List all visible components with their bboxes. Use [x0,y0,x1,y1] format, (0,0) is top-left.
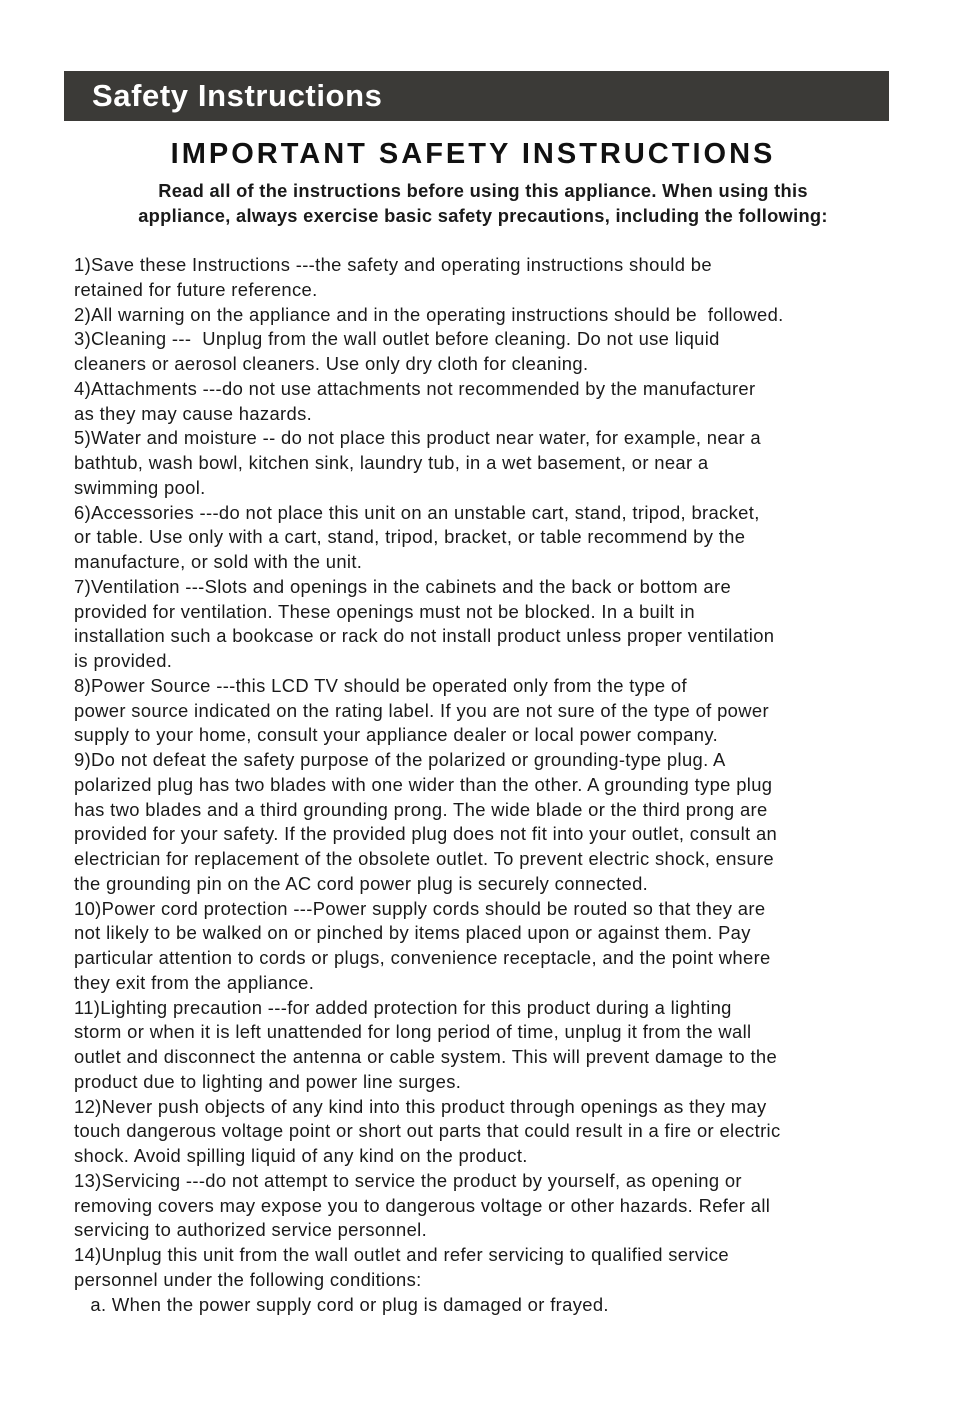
instructions-list [74,253,914,1317]
instruction-line: product due to lighting and power line surges. [74,1070,462,1092]
instruction-line: provided for ventilation. These openings must not be blocked. In a built in [74,600,695,622]
instruction-line: polarized plug has two blades with one wider than the other. A grounding type plug [74,773,773,795]
instruction-line: not likely to be walked on or pinched by items placed upon or against them. Pay [74,922,751,944]
page-heading: IMPORTANT SAFETY INSTRUCTIONS [170,138,776,170]
section-header-bar [64,71,889,121]
instruction-line: as they may cause hazards. [74,402,313,424]
intro-line: Read all of the instructions before using this appliance. When using this [158,180,808,201]
instruction-line: 4)Attachments ---do not use attachments not recommended by the manufacturer [74,377,756,399]
instruction-line: swimming pool. [74,476,206,498]
instruction-line: 13)Servicing ---do not attempt to service the product by yourself, as opening or [74,1169,742,1191]
instruction-line: electrician for replacement of the obsolete outlet. To prevent electric shock, ensure [74,848,775,869]
instruction-line: cleaners or aerosol cleaners. Use only dry cloth for cleaning. [74,353,589,374]
instruction-line: 2)All warning on the appliance and in the operating instructions should be followed. [74,303,784,325]
instruction-line: servicing to authorized service personnel. [74,1219,428,1241]
instruction-line: 6)Accessories ---do not place this unit on an unstable cart, stand, tripod, bracket, [74,501,760,523]
instruction-line: 5)Water and moisture -- do not place this product near water, for example, near a [74,427,761,449]
instruction-line: has two blades and a third grounding prong. The wide blade or the third prong are [74,798,768,820]
instruction-line: particular attention to cords or plugs, convenience receptacle, and the point where [74,947,771,968]
instruction-line: they exit from the appliance. [74,971,315,993]
instruction-line: 3)Cleaning --- Unplug from the wall outlet before cleaning. Do not use liquid [74,328,720,350]
intro-paragraph [60,178,906,228]
instruction-line: 10)Power cord protection ---Power supply cords should be routed so that they are [74,897,766,919]
instruction-line: 12)Never push objects of any kind into this product through openings as they may [74,1095,767,1117]
instruction-line: 11)Lighting precaution ---for added protection for this product during a lighting [74,996,732,1018]
instruction-line: storm or when it is left unattended for long period of time, unplug it from the wall [74,1021,752,1043]
section-title: Safety Instructions [92,78,383,113]
intro-line: appliance, always exercise basic safety precautions, including the following: [138,205,828,226]
instruction-line: manufacture, or sold with the unit. [74,551,363,572]
instruction-line: the grounding pin on the AC cord power plug is securely connected. [74,872,649,894]
instruction-line: touch dangerous voltage point or short out parts that could result in a fire or electric [74,1120,781,1142]
instruction-line: installation such a bookcase or rack do not install product unless proper ventilation [74,625,775,647]
instruction-line: supply to your home, consult your appliance dealer or local power company. [74,724,719,746]
instruction-line: shock. Avoid spilling liquid of any kind on the product. [74,1145,528,1166]
instruction-line: 9)Do not defeat the safety purpose of the polarized or grounding-type plug. A [74,749,726,770]
instruction-line: is provided. [74,650,173,671]
instruction-line: power source indicated on the rating label. If you are not sure of the type of power [74,699,769,721]
instruction-line: or table. Use only with a cart, stand, tripod, bracket, or table recommend by the [74,526,746,548]
instruction-line: provided for your safety. If the provided plug does not fit into your outlet, consult an [74,823,778,845]
instruction-line: a. When the power supply cord or plug is damaged or frayed. [74,1293,609,1315]
instruction-line: outlet and disconnect the antenna or cable system. This will prevent damage to the [74,1046,778,1067]
instruction-line: 1)Save these Instructions ---the safety and operating instructions should be [74,254,712,275]
instruction-line: 7)Ventilation ---Slots and openings in the cabinets and the back or bottom are [74,575,732,597]
instruction-line: retained for future reference. [74,278,318,300]
instruction-line: 14)Unplug this unit from the wall outlet and refer servicing to qualified service [74,1244,729,1265]
instruction-line: personnel under the following conditions: [74,1268,422,1290]
instruction-line: 8)Power Source ---this LCD TV should be operated only from the type of [74,674,687,696]
instruction-line: bathtub, wash bowl, kitchen sink, laundry tub, in a wet basement, or near a [74,452,709,473]
instruction-line: removing covers may expose you to dangerous voltage or other hazards. Refer all [74,1194,771,1216]
